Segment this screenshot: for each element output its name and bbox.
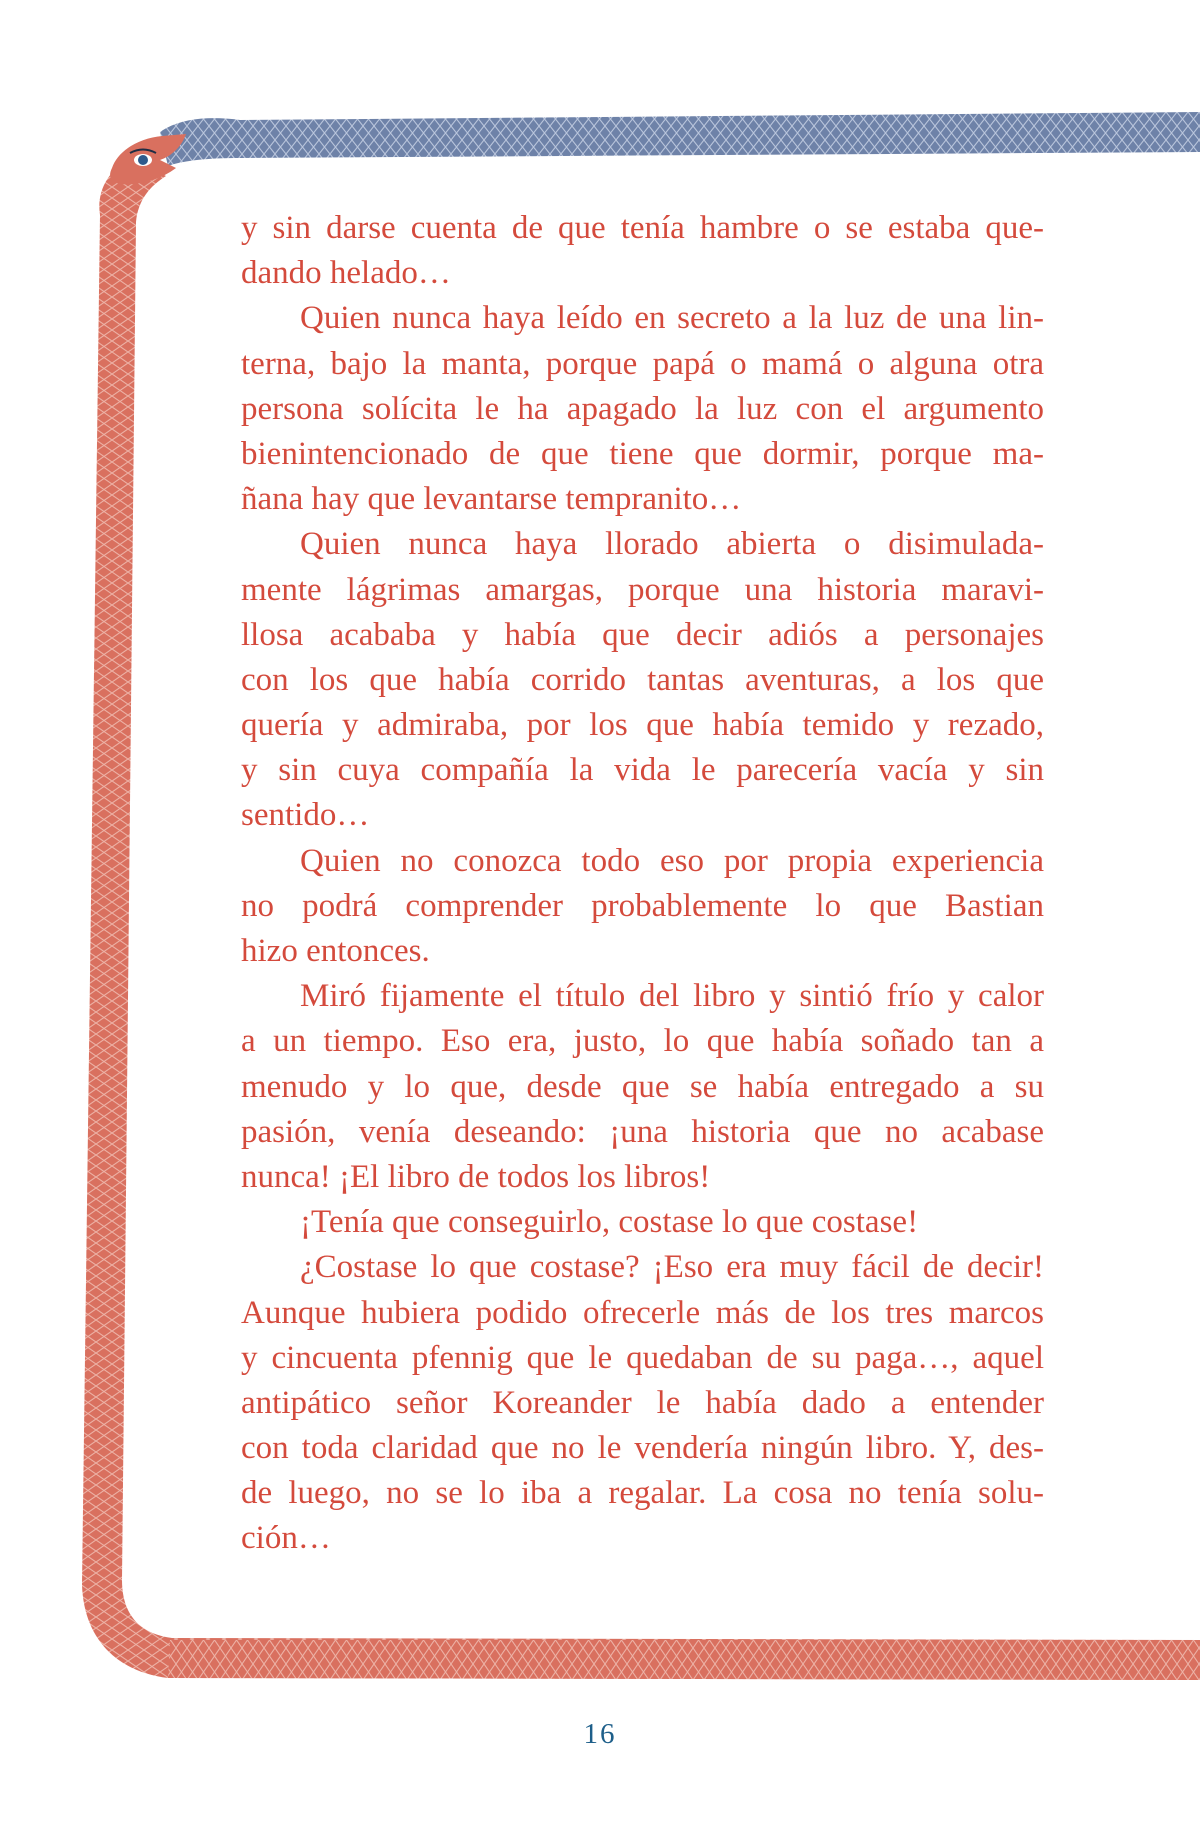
text-line: hizo entonces. (241, 933, 430, 969)
text-line: ñana hay que levantarse tempranito… (241, 481, 742, 518)
text-line: y sin cuya compañía la vida le parecería vacía y sin (241, 752, 1044, 789)
text-line: Quien nunca haya leído en secreto a la luz de una lin- (300, 300, 1044, 337)
text-line: sentido… (241, 797, 370, 834)
text-line: no podrá comprender probablemente lo que Bastian (241, 887, 1044, 924)
serpent-bottom-band (168, 1640, 1200, 1680)
text-line: Quien nunca haya llorado abierta o disimulada- (300, 526, 1044, 563)
text-line: dando helado… (241, 255, 451, 292)
text-line: bienintencionado de que tiene que dormir, porque ma- (241, 435, 1044, 472)
text-line: menudo y lo que, desde que se había entregado a su (241, 1068, 1044, 1105)
text-line: con los que había corrido tantas aventuras, a los que (241, 661, 1044, 698)
text-line: persona solícita le ha apagado la luz con el argumento (241, 390, 1044, 427)
text-line: de luego, no se lo iba a regalar. La cosa no tenía solu- (241, 1475, 1044, 1512)
text-line: ¿Costase lo que costase? ¡Eso era muy fácil de decir! (300, 1249, 1044, 1286)
text-line: antipático señor Koreander le había dado a entender (241, 1384, 1044, 1421)
text-line: a un tiempo. Eso era, justo, lo que había soñado tan a (241, 1023, 1044, 1060)
text-line: Aunque hubiera podido ofrecerle más de los tres marcos (241, 1294, 1044, 1331)
text-line: y cincuenta pfennig que le quedaban de su paga…, aquel (241, 1339, 1044, 1376)
text-line: nunca! ¡El libro de todos los libros! (241, 1158, 711, 1195)
text-line: terna, bajo la manta, porque papá o mamá o alguna otra (241, 345, 1044, 382)
text-line: Miró fijamente el título del libro y sintió frío y calor (300, 978, 1044, 1015)
text-line: quería y admiraba, por los que había temido y rezado, (241, 707, 1044, 744)
serpent-top-band (160, 112, 1200, 166)
text-line: pasión, venía deseando: ¡una historia que no acabase (241, 1113, 1044, 1150)
text-line: ción… (241, 1520, 331, 1557)
page-body-text (241, 206, 1044, 1562)
text-line: y sin darse cuenta de que tenía hambre o se estaba que- (241, 210, 1044, 246)
text-line: mente lágrimas amargas, porque una historia maravi- (241, 571, 1044, 608)
text-line: llosa acababa y había que decir adiós a personajes (241, 616, 1044, 653)
page-number: 16 (583, 1718, 617, 1750)
text-line: Quien no conozca todo eso por propia experiencia (300, 842, 1044, 879)
text-line: con toda claridad que no le vendería ningún libro. Y, des- (241, 1430, 1044, 1467)
text-line: ¡Tenía que conseguirlo, costase lo que costase! (300, 1204, 919, 1241)
